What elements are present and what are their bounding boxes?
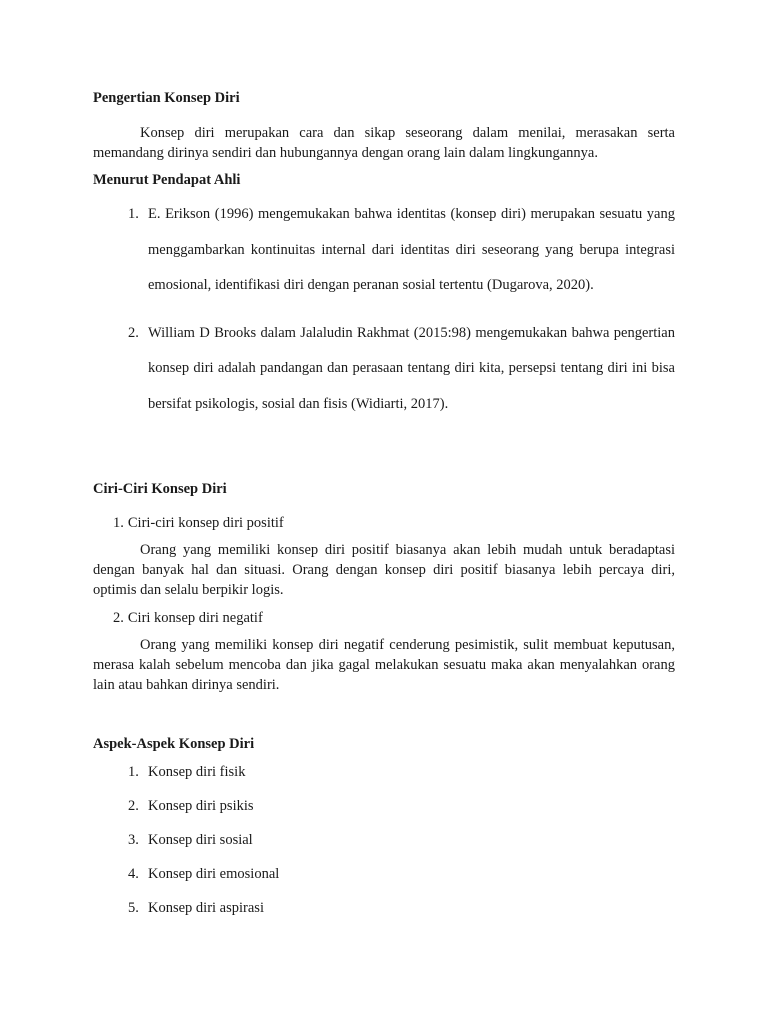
- list-number: 1.: [113, 515, 124, 531]
- section-pengertian: [93, 89, 675, 163]
- list-number: 5.: [128, 900, 139, 916]
- section-aspek: [93, 735, 675, 933]
- expert-list: [93, 197, 675, 422]
- list-number: 2.: [128, 798, 139, 814]
- expert-item: [93, 316, 675, 423]
- heading-menurut: Menurut Pendapat Ahli: [93, 172, 241, 188]
- expert-text: William D Brooks dalam Jalaludin Rakhmat (2015:98) mengemukakan bahwa pengertian konsep diri adalah pandangan dan perasaan tentang diri kita, persepsi tentang diri ini bisa bersifat psikologis, sosial dan fisis (Widiarti, 2017).: [148, 324, 675, 412]
- aspek-item: [93, 797, 675, 831]
- list-number: 2.: [128, 324, 139, 341]
- aspek-text: Konsep diri fisik: [148, 764, 246, 780]
- list-number: 1.: [128, 764, 139, 780]
- aspek-text: Konsep diri emosional: [148, 866, 280, 882]
- ciri-subheading: [93, 514, 675, 532]
- heading-ciri: Ciri-Ciri Konsep Diri: [93, 481, 227, 497]
- section-menurut: [93, 171, 675, 422]
- paragraph-pengertian: Konsep diri merupakan cara dan sikap seseorang dalam menilai, merasakan serta memandang dirinya sendiri dan hubungannya dengan orang lain dalam lingkungannya.: [93, 125, 675, 161]
- paragraph-ciri-negatif: Orang yang memiliki konsep diri negatif cenderung pesimistik, sulit membuat keputusan, merasa kalah sebelum mencoba dan jika gagal melakukan sesuatu maka akan menyalahkan orang lain atau bahkan dirinya sendiri.: [93, 637, 675, 693]
- ciri-label: Ciri-ciri konsep diri positif: [127, 515, 284, 531]
- list-number: 1.: [128, 206, 139, 222]
- section-ciri: [93, 480, 675, 695]
- aspek-text: Konsep diri psikis: [148, 798, 254, 814]
- ciri-label: Ciri konsep diri negatif: [127, 610, 263, 626]
- heading-aspek: Aspek-Aspek Konsep Diri: [93, 736, 255, 752]
- list-number: 3.: [128, 832, 139, 848]
- heading-pengertian: Pengertian Konsep Diri: [93, 90, 240, 106]
- aspek-item: [93, 831, 675, 865]
- list-number: 2.: [113, 610, 124, 626]
- aspek-text: Konsep diri aspirasi: [148, 900, 264, 916]
- aspek-text: Konsep diri sosial: [148, 832, 253, 848]
- expert-item: [93, 197, 675, 304]
- paragraph-ciri-positif: Orang yang memiliki konsep diri positif biasanya akan lebih mudah untuk beradaptasi dengan banyak hal dan situasi. Orang dengan konsep diri positif biasanya lebih percaya diri, optimis dan selalu berpikir logis.: [93, 542, 675, 598]
- ciri-subheading: [93, 609, 675, 627]
- aspek-list: [93, 763, 675, 933]
- aspek-item: [93, 865, 675, 899]
- aspek-item: [93, 763, 675, 797]
- aspek-item: [93, 899, 675, 933]
- list-number: 4.: [128, 866, 139, 882]
- expert-text: E. Erikson (1996) mengemukakan bahwa identitas (konsep diri) merupakan sesuatu yang menggambarkan kontinuitas internal dari identitas diri seseorang yang berupa integrasi emosional, identifikasi diri dengan peranan sosial tertentu (Dugarova, 2020).: [148, 206, 675, 293]
